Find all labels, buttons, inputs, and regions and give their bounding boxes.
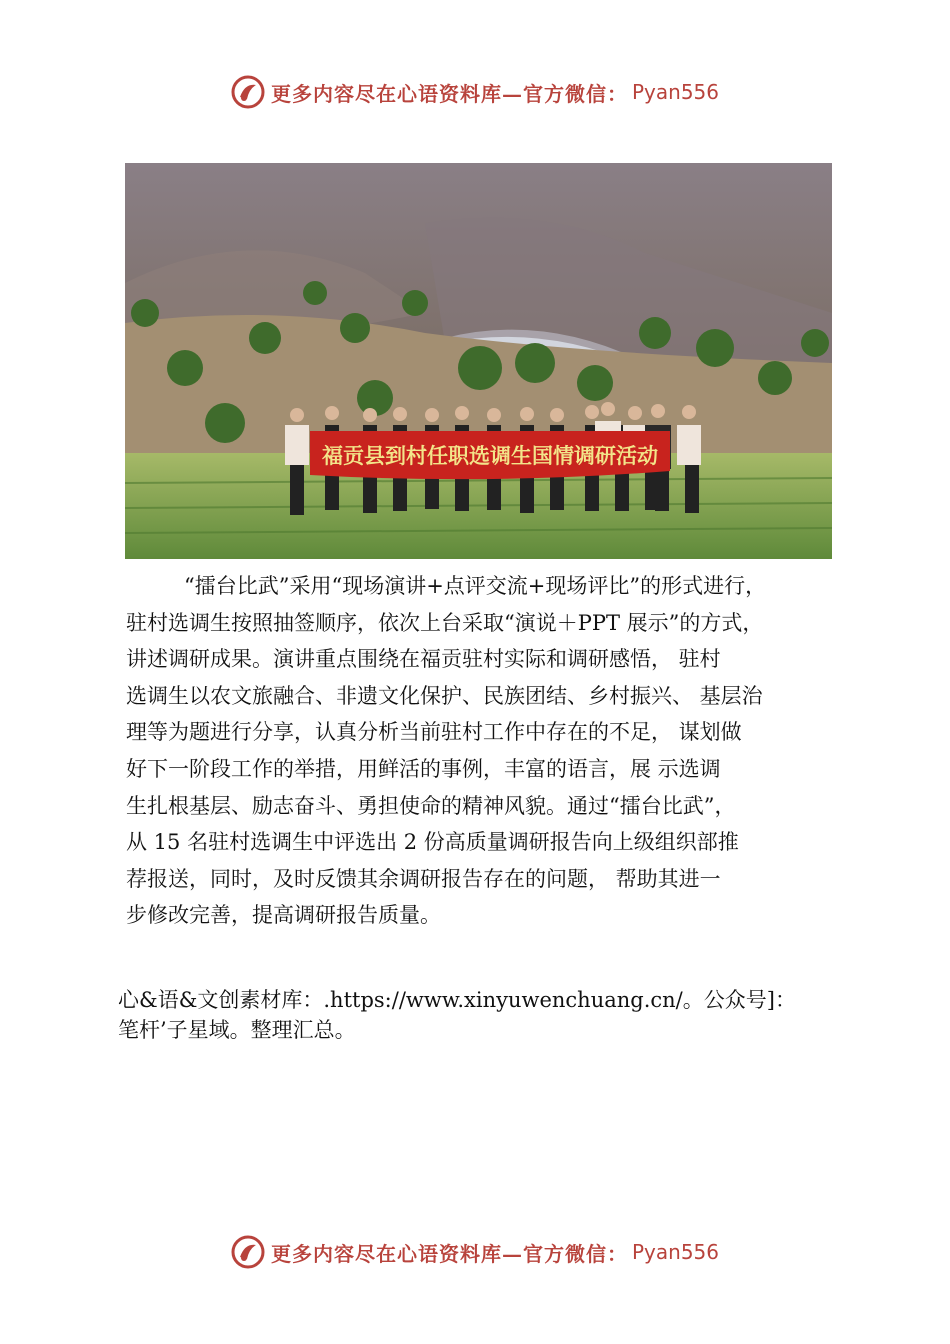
group-photo <box>125 163 832 559</box>
photo-banner-text: 福贡县到村任职选调生国情调研活动 <box>322 444 658 468</box>
article-line: 讲述调研成果。演讲重点围绕在福贡驻村实际和调研感悟， 驻村 <box>126 647 721 672</box>
footer-wechat-id: Pyan556 <box>631 1240 719 1264</box>
brand-logo-icon <box>231 1235 265 1269</box>
article-line: 步修改完善，提高调研报告质量。 <box>126 903 441 928</box>
article-line: 驻村选调生按照抽签顺序，依次上台采取“演说＋PPT 展示”的方式， <box>126 610 764 635</box>
header-wechat-id: Pyan556 <box>631 80 719 104</box>
article-body <box>126 568 856 934</box>
header-banner-text: 更多内容尽在心语资料库—官方微信： <box>270 81 628 106</box>
source-note-line: 笔杆’子星域。整理汇总。 <box>118 1018 356 1042</box>
brand-logo-icon <box>231 75 265 109</box>
article-line: 理等为题进行分享，认真分析当前驻村工作中存在的不足， 谋划做 <box>126 720 742 745</box>
article-line: 好下一阶段工作的举措，用鲜活的事例，丰富的语言，展 示选调 <box>126 756 721 781</box>
article-line: 从 15 名驻村选调生中评选出 2 份高质量调研报告向上级组织部推 <box>126 830 739 855</box>
source-note-line: 心&语&文创素材库：.https://www.xinyuwenchuang.cn/。公众号]： <box>118 988 796 1012</box>
footer-banner <box>0 1232 950 1272</box>
source-note <box>118 985 918 1045</box>
header-banner <box>0 72 950 112</box>
article-line: 选调生以农文旅融合、非遗文化保护、民族团结、乡村振兴、 基层治 <box>126 683 763 708</box>
article-line: 荐报送，同时，及时反馈其余调研报告存在的问题， 帮助其进一 <box>126 866 721 891</box>
footer-banner-text: 更多内容尽在心语资料库—官方微信： <box>270 1241 628 1266</box>
article-line: “擂台比武”采用“现场演讲+点评交流+现场评比”的形式进行， <box>184 574 767 598</box>
article-line: 生扎根基层、励志奋斗、勇担使命的精神风貌。通过“擂台比武”， <box>126 793 736 818</box>
